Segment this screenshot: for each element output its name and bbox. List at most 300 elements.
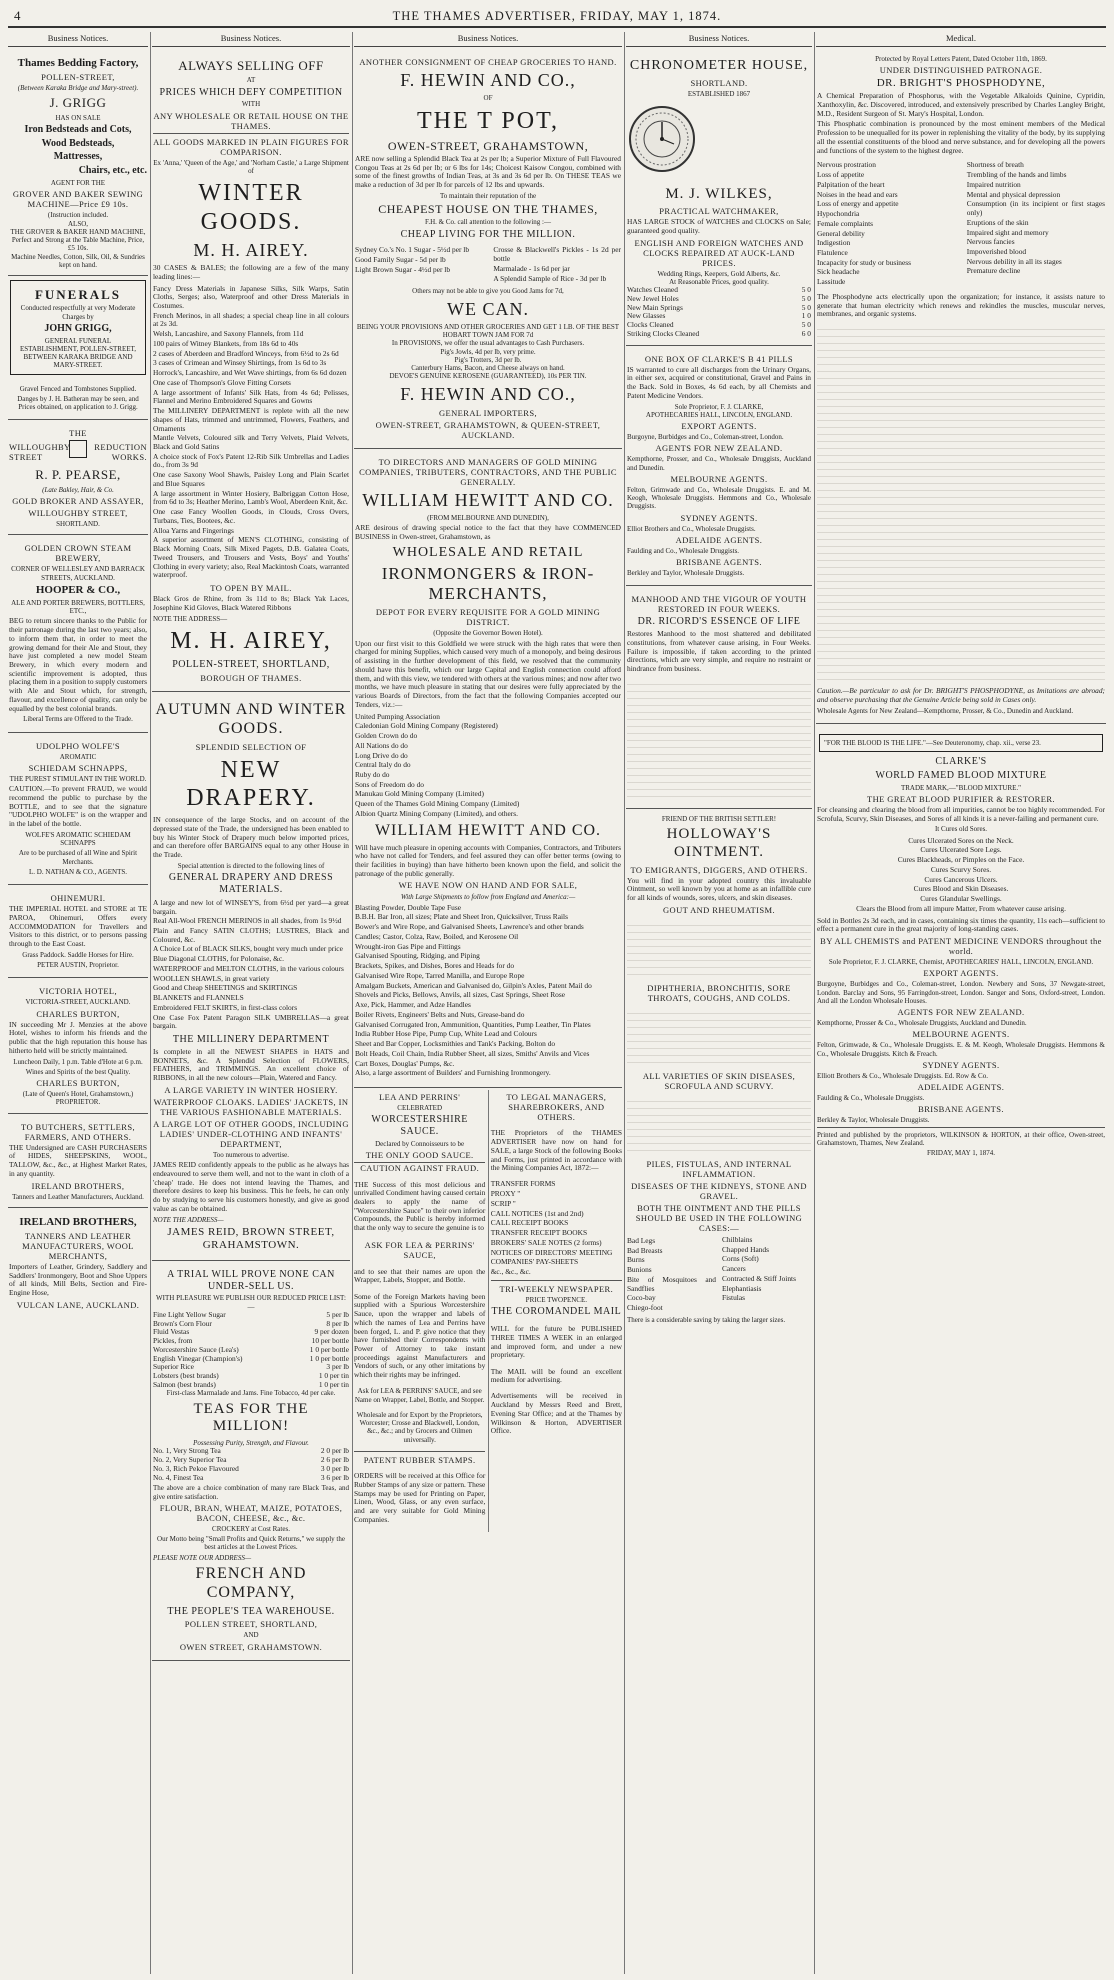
ad-title: TEAS FOR THE MILLION! xyxy=(193,1400,309,1435)
price-value: 5 0 xyxy=(801,320,811,330)
price-value: 3 0 per lb xyxy=(320,1463,349,1473)
ad-text: MELBOURNE AGENTS. xyxy=(912,1029,1010,1040)
list-item: NOTICES OF DIRECTORS' MEETING xyxy=(490,1247,613,1257)
ad-text: SYDNEY AGENTS. xyxy=(680,512,758,523)
newspaper-title: THE THAMES ADVERTISER, FRIDAY, MAY 1, 1874. xyxy=(392,9,722,23)
list-item: Bunions xyxy=(627,1265,652,1275)
price-row xyxy=(153,1474,349,1483)
list-item: Mantle Velvets, Coloured silk and Terry Velvets, Plaid Velvets, Black and Gold Satins xyxy=(153,433,349,452)
ad-legal-managers xyxy=(491,1090,622,1532)
ad-text: CAUTION AGAINST FRAUD. xyxy=(354,1162,485,1173)
ad-body: Importers of Leather, Grindery, Saddlery and Saddlers' Ironmongery, Boot and Shoe Uppers of all kinds, Mill Belts, Section and Fire-Engine Hose, xyxy=(9,1261,147,1297)
illegible-text-block xyxy=(627,1007,811,1067)
price-item: No. 1, Very Strong Tea xyxy=(153,1446,221,1456)
ad-title: Thames Bedding Factory, xyxy=(17,57,139,70)
ad-title: FUNERALS xyxy=(34,287,122,303)
ad-text: Ask for LEA & PERRINS' SAUCE, and see Name on Wrapper, Label, Bottle, and Stopper. xyxy=(354,1387,485,1404)
list-item: Indigestion xyxy=(817,238,851,248)
list-item: Flatulence xyxy=(817,248,848,257)
list-item: Mental and physical depression xyxy=(966,189,1061,199)
ad-clarkes-blood-mixture xyxy=(816,726,1106,1164)
price-item: Salmon (best brands) xyxy=(153,1379,216,1389)
list-item: Fancy Dress Materials in Japanese Silks, Silk Warps, Satin Cloths, Serges; also, Waterproof and other Dress Materials in Costumes. xyxy=(153,283,349,310)
ad-name: JOHN GRIGG, xyxy=(44,322,112,334)
ad-text: WILLOUGHBY STREET xyxy=(9,442,71,463)
ad-body: and to see that their names are upon the Wrapper, Labels, Stopper, and Bottle. xyxy=(354,1266,486,1285)
ad-text: "FOR THE BLOOD IS THE LIFE."—See Deuteronomy, chap. xii., verse 23. xyxy=(824,738,1041,747)
list-item: Nervous prostration xyxy=(817,160,876,170)
list-item: Loss of energy and appetite xyxy=(817,199,899,209)
ad-title: CHEAP LIVING FOR THE MILLION. xyxy=(400,228,576,240)
product-list xyxy=(153,285,349,581)
ad-title: ONE BOX OF CLARKE'S B 41 PILLS xyxy=(644,353,794,364)
ad-name: THE COROMANDEL MAIL xyxy=(491,1306,622,1318)
ad-text: The above are a choice combination of many rare Black Teas, and give entire satisfaction. xyxy=(153,1484,349,1501)
ad-text: ANY WHOLESALE OR RETAIL HOUSE ON THE THAMES. xyxy=(153,110,349,131)
list-item: Bolt Heads, Coil Chain, India Rubber Sheet, all sizes, Smiths' Anvils and Vices xyxy=(355,1048,590,1058)
ad-body: ORDERS will be received at this Office for Rubber Stamps of any size or pattern. These Stamps may be used for Printing on Paper, Linen, Wood, Glass, or any even surface, and are very suitable for Gold Mining Companies. xyxy=(354,1471,486,1524)
ad-title: VICTORIA HOTEL, xyxy=(38,986,118,997)
ad-ricord xyxy=(626,588,812,809)
list-item: Premature decline xyxy=(966,266,1021,276)
ad-name: IRELAND BROTHERS, xyxy=(19,1215,137,1228)
ad-body: The Phosphodyne acts electrically upon the organization; for instance, it assists nature to generate that human electricity which renews and rekindles the muscles, muscular nerves, membranes, and organic systems. xyxy=(817,291,1105,319)
ad-text: THE PUREST STIMULANT IN THE WORLD. xyxy=(9,774,147,783)
list-item: India Rubber Hose Pipe, Pump Cup, White Lead and Colours xyxy=(355,1029,537,1039)
ad-body: BEG to return sincere thanks to the Public for their patronage during the last two years; also, to inform them that, in order to meet the growing demand for their Ale and Stout, they have just completed a new model Steam Brewery, in which every modern and scientific improvement is adopted, thus placing them in a position to supply customers with Ale and Stout which, for strength, flavour, and excellence of quality, can only be equalled by the best colonial brands. xyxy=(9,616,147,713)
price-value: 10 per bottle xyxy=(311,1336,349,1346)
list-item: B.B.H. Bar Iron, all sizes; Plate and Sheet Iron, Quicksilver, Truss Rails xyxy=(355,912,568,922)
ad-victoria-hotel xyxy=(8,980,148,1113)
ad-text: PRACTICAL WATCHMAKER, xyxy=(659,206,779,217)
ad-text: PROPRIETOR. xyxy=(55,1098,101,1107)
ad-text: VICTORIA-STREET, AUCKLAND. xyxy=(25,998,131,1007)
ad-text: Special attention is directed to the following lines of xyxy=(177,861,325,870)
ad-product: Iron Bedsteads and Cots, xyxy=(24,123,132,135)
column-rule xyxy=(624,32,625,1974)
price-value: 2 0 per lb xyxy=(320,1446,349,1456)
ad-title: TO DIRECTORS AND MANAGERS OF GOLD MINING COMPANIES, TRIBUTERS, CONTRACTORS, AND THE PUBLIC GENERALLY. xyxy=(359,456,617,487)
ad-text: Berkley & Taylor, Wholesale Druggists. xyxy=(817,1116,930,1125)
ad-text: Liberal Terms are Offered to the Trade. xyxy=(23,715,133,724)
ad-text: Gravel Fenced and Tombstones Supplied. xyxy=(19,384,137,393)
ad-address: POLLEN-STREET, SHORTLAND, xyxy=(172,659,330,671)
ad-text: Black Gros de Rhine, from 3s 11d to 8s; Black Yak Laces, Josephine Kid Gloves, Black Watered Ribbons xyxy=(153,594,349,612)
ad-name: M. J. WILKES, xyxy=(665,185,773,202)
ad-text: AND xyxy=(243,1631,259,1640)
ad-address: JAMES REID, BROWN STREET, GRAHAMSTOWN. xyxy=(167,1225,335,1251)
ad-text: (Opposite the Governor Bowen Hotel). xyxy=(433,629,543,638)
ad-name: R. P. PEARSE, xyxy=(35,467,121,483)
price-value: 5 0 xyxy=(801,285,811,295)
ad-text: TO OPEN BY MAIL. xyxy=(210,583,292,594)
ad-body: THE IMPERIAL HOTEL and STORE at TE PAROA, Ohinemuri, Offers every ACCOMMODATION for Travellers and Visitors to this district, or to persons passing through to the East Coast. xyxy=(9,904,147,949)
ad-text: Berkley and Taylor, Wholesale Druggists. xyxy=(627,569,745,578)
ad-text: UNDER DISTINGUISHED PATRONAGE. xyxy=(879,65,1043,76)
ad-text: Pig's Jowls, 4d per lb, very prime. xyxy=(440,347,536,356)
ad-title: WORCESTERSHIRE SAUCE. xyxy=(371,1114,468,1138)
list-item: One Case Fox Patent Paragon SILK UMBRELLAS—a great bargain. xyxy=(153,1012,349,1031)
list-item: Chiego-foot xyxy=(627,1303,663,1313)
ad-name: CHARLES BURTON, xyxy=(36,1008,120,1019)
list-item: Galvanised Wire Rope, Tarred Manilla, and Europe Rope xyxy=(355,970,525,980)
list-item: Bite of Mosquitoes and Sandflies xyxy=(627,1274,716,1293)
ad-text: F.H. & Co. call attention to the following :— xyxy=(424,218,551,227)
ad-name: M. H. AIREY, xyxy=(170,627,332,654)
ad-name: F. HEWIN AND CO., xyxy=(400,383,576,404)
ad-title: TO BUTCHERS, SETTLERS, FARMERS, AND OTHERS. xyxy=(21,1121,135,1142)
ad-text: (Late Bakley, Hair, & Co. xyxy=(42,485,114,494)
price-value: 1 0 per bottle xyxy=(309,1353,349,1363)
ad-address: VULCAN LANE, AUCKLAND. xyxy=(16,1299,140,1310)
ad-title: WINTER GOODS. xyxy=(198,180,304,235)
ad-text: CROCKERY at Cost Rates. xyxy=(212,1524,290,1533)
ad-clarkes-pills xyxy=(626,348,812,587)
price-item: Superior Rice xyxy=(153,1362,194,1372)
ad-text: Declared by Connoisseurs to be xyxy=(375,1139,465,1148)
ad-title: PRICES WHICH DEFY COMPETITION xyxy=(159,86,343,98)
list-item: Lassitude xyxy=(817,277,846,287)
column-2 xyxy=(152,32,350,1974)
list-item: CALL NOTICES (1st and 2nd) xyxy=(490,1208,584,1218)
ad-name: CLARKE'S xyxy=(935,756,987,768)
ad-text: Are to be purchased of all Wine and Spirit Merchants. xyxy=(18,849,138,866)
ad-text: FLOUR, BRAN, WHEAT, MAIZE, POTATOES, BACON, CHEESE, &c., &c. xyxy=(159,1502,343,1523)
illegible-text-block xyxy=(627,919,811,979)
ad-text: L. D. NATHAN & CO., AGENTS. xyxy=(29,867,127,876)
ad-text: THE ONLY GOOD SAUCE. xyxy=(365,1150,474,1161)
ad-row xyxy=(9,440,147,464)
ad-text: At Reasonable Prices, good quality. xyxy=(669,278,769,286)
ad-callout xyxy=(819,734,1103,752)
price-item: Fine Light Yellow Sugar xyxy=(153,1309,226,1319)
list-item: Cures Scurvy Sores. xyxy=(930,864,992,874)
ad-ohinemuri xyxy=(8,887,148,978)
ad-text: Protected by Royal Letters Patent, Dated October 11th, 1869. xyxy=(875,55,1047,64)
list-item: Amalgam Buckets, American and Galvanised do, Gilpin's Axles, Patent Mail do xyxy=(355,980,592,990)
ad-holloway xyxy=(626,811,812,1332)
ad-text: EXPORT AGENTS. xyxy=(681,421,757,432)
list-item: COMPANIES' PAY-SHEETS xyxy=(490,1257,579,1267)
list-item: Cures Ulcerated Sore Legs. xyxy=(920,845,1002,855)
ad-text: GOLD BROKER AND ASSAYER, xyxy=(12,496,144,507)
two-column-section xyxy=(354,1090,622,1532)
ad-text: Tanners and Leather Manufacturers, Auckland. xyxy=(12,1192,144,1201)
price-value: 1 0 per tin xyxy=(318,1370,349,1380)
list-item: Chilblains xyxy=(722,1234,753,1244)
list-item: 3 cases of Crimean and Winsey Shirtings, from 1s 6d to 3s xyxy=(153,358,327,368)
list-item: Coco-bay xyxy=(627,1293,656,1303)
price-item: No. 4, Finest Tea xyxy=(153,1472,204,1482)
list-item: Nervous fancies xyxy=(966,237,1015,247)
ad-text: THE xyxy=(69,428,87,439)
ad-text: DIPHTHERIA, BRONCHITIS, SORE THROATS, COUGHS, AND COLDS. xyxy=(647,982,791,1003)
list-item: Galvanised Spouting, Ridging, and Piping xyxy=(355,951,480,961)
list-item: Also, a large assortment of Builders' and Furnishing Ironmongery. xyxy=(355,1068,551,1078)
ad-text: PRICE TWOPENCE. xyxy=(525,1295,587,1304)
ad-text: CELEBRATED xyxy=(397,1103,443,1112)
price-item: English Vinegar (Champion's) xyxy=(153,1353,243,1363)
list-item: Impoverished blood xyxy=(966,247,1027,256)
ad-title: WORLD FAMED BLOOD MIXTURE xyxy=(875,769,1047,781)
ad-butchers xyxy=(8,1116,148,1208)
ad-text: Wines and Spirits of the best Quality. xyxy=(25,1067,131,1076)
list-item: Central Italy do do xyxy=(355,760,411,770)
ad-text: Sole Proprietor, F. J. CLARKE, xyxy=(674,402,764,411)
ad-body: For cleansing and clearing the blood from all impurities, cannot be too highly recommended. For Scrofula, Scurvy, Skin Diseases, and Sores of all kinds it is a never-failing and permanent cure. xyxy=(817,804,1105,823)
price-value: 3 6 per lb xyxy=(320,1472,349,1482)
ad-text: WITH PLEASURE WE PUBLISH OUR REDUCED PRICE LIST:— xyxy=(156,1294,346,1311)
ad-text: PETER AUSTIN, Proprietor. xyxy=(37,961,119,970)
ad-text: In PROVISIONS, we offer the usual advantages to Cash Purchasers. xyxy=(391,339,585,348)
column-header: Medical. xyxy=(816,32,1106,47)
list-item: Ruby do do xyxy=(355,770,390,779)
price-value: 8 per lb xyxy=(326,1318,349,1328)
price-item: Striking Clocks Cleaned xyxy=(627,328,700,338)
list-item: Female complaints xyxy=(817,218,874,228)
ad-street: POLLEN-STREET, xyxy=(41,71,115,82)
column-header: Business Notices. xyxy=(152,32,350,47)
ad-title: TRI-WEEKLY NEWSPAPER. xyxy=(491,1280,622,1294)
ad-hewitt-ironmongers xyxy=(354,451,622,1088)
price-value: 1 0 per bottle xyxy=(309,1344,349,1354)
list-item: Trembling of the hands and limbs xyxy=(966,170,1067,180)
price-value: 5 0 xyxy=(801,302,811,312)
ad-text: WOLFE'S AROMATIC SCHIEDAM SCHNAPPS xyxy=(25,830,131,848)
illegible-text-block xyxy=(627,1095,811,1155)
ad-text: TANNERS AND LEATHER MANUFACTURERS, WOOL MERCHANTS, xyxy=(22,1230,134,1261)
list-item: Loss of appetite xyxy=(817,170,865,180)
list-item: A superior assortment of MEN'S CLOTHING, consisting of Black Morning Coats, Silk Mixed Pagets, D.B. Galatea Coats, Tweed Trousers, and Trousers and Vests, Boys' and Youths' Clothing in every variety; also, Real Mackintosh Coats, warranted waterproof. xyxy=(153,535,349,580)
price-value: 1 0 xyxy=(801,311,811,321)
ad-text: HAS ON SALE xyxy=(55,113,101,122)
ad-text: Luncheon Daily, 1 p.m. Table d'Hote at 6 p.m. xyxy=(13,1057,143,1066)
forms-list xyxy=(491,1180,622,1276)
price-item: Brown's Corn Flour xyxy=(153,1318,212,1328)
column-rule xyxy=(352,32,353,1974)
cases-list xyxy=(627,1236,811,1313)
list-item: Cures Cancerous Ulcers. xyxy=(924,874,998,884)
ad-text: Conducted respectfully at very Moderate Charges by xyxy=(20,304,136,321)
list-item: Boiler Rivets, Engineers' Belts and Nuts, Grease-band do xyxy=(355,1009,525,1019)
ad-text: WE HAVE NOW ON HAND AND FOR SALE, xyxy=(398,880,578,891)
list-item: Galvanised Corrugated Iron, Ammunition, Quantities, Pump Leather, Tin Plates xyxy=(355,1019,591,1029)
ad-text: FRIEND OF THE BRITISH SETTLER! xyxy=(661,814,777,823)
ad-text: NOTE THE ADDRESS— xyxy=(153,614,228,623)
ad-text: Wholesale and for Export by the Proprietors, Worcester; Crosse and Blackwell, London, &c., &c.; and by Grocers and Oilmen universally. xyxy=(356,1410,483,1444)
illegible-text-block xyxy=(817,323,1105,683)
ad-product: Wood Bedsteads, xyxy=(41,137,115,149)
grocery-list xyxy=(355,245,483,284)
ad-text: AGENT FOR THE xyxy=(50,179,106,188)
list-item: WATERPROOF and MELTON CLOTHS, in the various colours xyxy=(153,963,344,973)
list-item: TRANSFER FORMS xyxy=(490,1179,556,1189)
list-item: Shovels and Picks, Bellows, Anvils, all sizes, Cast Springs, Sheet Rose xyxy=(355,990,566,1000)
list-item: Cures Ulcerated Sores on the Neck. xyxy=(908,835,1014,845)
list-item: 2 cases of Aberdeen and Bradford Winceys, from 6½d to 2s 6d xyxy=(153,348,339,358)
ad-title: WE CAN. xyxy=(447,298,529,319)
list-item: Crosse & Blackwell's Pickles - 1s 2d per bottle xyxy=(493,245,621,264)
ad-text: TO EMIGRANTS, DIGGERS, AND OTHERS. xyxy=(630,864,808,875)
ad-text: Sole Proprietor, F. J. CLARKE, Chemist, APOTHECARIES' HALL, LINCOLN, ENGLAND. xyxy=(828,958,1094,967)
symptom-table xyxy=(817,157,1105,291)
list-item: A large and new lot of WINSEY'S, from 6½d per yard—a great bargain. xyxy=(153,897,349,916)
ad-title: CHRONOMETER HOUSE, xyxy=(629,58,809,74)
ad-location: (Between Karaka Bridge and Mary-street). xyxy=(17,84,139,92)
ad-name: M. H. AIREY. xyxy=(193,239,309,260)
ad-text: GENERAL FUNERAL ESTABLISHMENT, POLLEN-STREET, BETWEEN KARAKA BRIDGE AND MARY-STREET. xyxy=(19,336,137,370)
ad-body: HAS LARGE STOCK of WATCHES and CLOCKS on Sale; guaranteed good quality. xyxy=(627,217,811,235)
grocery-table xyxy=(355,242,621,287)
ad-body: You will find in your adopted country this invaluable Ointment, so well known by you at home as an infallible cure for all kinds of wounds, sores, ulcers, and skin diseases. xyxy=(627,875,811,903)
ad-ireland-brothers xyxy=(8,1210,148,1318)
list-item: Impaired sight and memory xyxy=(966,227,1049,237)
ad-text: ALSO, xyxy=(67,219,89,228)
ad-address: OWEN STREET, GRAHAMSTOWN. xyxy=(179,1641,323,1652)
masthead xyxy=(8,6,1106,28)
ad-text: A LARGE VARIETY IN WINTER HOSIERY. xyxy=(164,1084,338,1095)
list-item: Shortness of breath xyxy=(966,160,1024,170)
ad-text: PLEASE NOTE OUR ADDRESS— xyxy=(153,1553,252,1562)
ad-name: HOOPER & CO., xyxy=(35,583,121,596)
list-item: Blasting Powder, Double Tape Fuse xyxy=(355,902,461,912)
list-item: Fistulas xyxy=(722,1293,745,1303)
ad-address: POLLEN STREET, SHORTLAND, xyxy=(184,1619,318,1630)
list-item: Caledonian Gold Mining Company (Registered) xyxy=(355,721,498,731)
column-1 xyxy=(8,32,148,1974)
ad-name: IRELAND BROTHERS, xyxy=(31,1180,125,1191)
price-item: No. 2, Very Superior Tea xyxy=(153,1455,227,1465)
ad-name: J. GRIGG xyxy=(49,95,107,111)
column-rule xyxy=(814,32,815,1974)
ad-text: AROMATIC xyxy=(59,752,97,761)
list-item: SCRIP " xyxy=(490,1198,516,1208)
list-item: Horrock's, Lancashire, and Wet Wave shirtings, from 6s 6d dozen xyxy=(153,368,347,378)
price-row xyxy=(627,330,811,339)
price-item: New Jewel Holes xyxy=(627,293,679,303)
list-item: Blue Diagonal CLOTHS, for Polonaise, &c. xyxy=(153,954,284,964)
ad-text: GENERAL IMPORTERS, xyxy=(439,407,537,418)
list-item: Long Drive do do xyxy=(355,750,408,760)
ad-name: DR. RICORD'S ESSENCE OF LIFE xyxy=(637,616,801,628)
ad-body: THE Undersigned are CASH PURCHASERS of HIDES, SHEEPSKINS, WOOL, TALLOW, &c., &c., at Highest Market Rates, in any quantity. xyxy=(9,1142,147,1178)
ad-body: Will have much pleasure in opening accounts with Companies, Contractors, and Tributers who have not called for Tenders, and feel assured they can offer better terms (owing to their facilities in buying) than have hitherto been known upon the field, and solicit the patronage of the public generally. xyxy=(355,842,621,878)
ad-text: Elliott Brothers & Co., Wholesale Druggists. Ed. Row & Co. xyxy=(817,1071,988,1080)
ad-text: REDUCTION WORKS. xyxy=(94,442,147,463)
ad-name: FRENCH AND COMPANY, xyxy=(195,1564,307,1601)
ad-text: Elliot Brothers and Co., Wholesale Druggists. xyxy=(627,524,756,533)
ad-text: GOUT AND RHEUMATISM. xyxy=(663,904,775,915)
ad-title: UDOLPHO WOLFE'S xyxy=(35,740,121,751)
ad-reid-drapery xyxy=(152,694,350,1261)
list-item: A Splendid Sample of Rice - 3d per lb xyxy=(493,273,607,283)
list-item: A large assortment in Winter Hosiery, Balbriggan Cotton Hose, from 6d to 3s; Heather Merino, Lamb's Wool, Aberdeen Knit, &c. xyxy=(153,488,349,507)
list-item: BROKERS' SALE NOTES (2 forms) xyxy=(490,1237,602,1247)
ad-text: BEING YOUR PROVISIONS AND OTHER GROCERIES AND GET 1 LB. OF THE BEST HOBART TOWN JAM FOR 7d xyxy=(356,322,620,340)
list-item: United Pumping Association xyxy=(355,711,440,721)
symptom-list xyxy=(817,160,955,288)
ad-text: WATERPROOF CLOAKS. LADIES' JACKETS, IN THE VARIOUS FASHIONABLE MATERIALS. xyxy=(153,1096,349,1117)
ad-title: NEW DRAPERY. xyxy=(186,756,316,811)
ad-name: DR. BRIGHT'S PHOSPHODYNE, xyxy=(876,77,1046,90)
ad-text: Faulding & Co., Wholesale Druggists. xyxy=(817,1094,925,1103)
price-item: Watches Cleaned xyxy=(627,285,678,295)
column-4 xyxy=(626,32,812,1974)
ad-text: Kempthorne, Prosser & Co., Wholesale Druggists, Auckland and Dunedin. xyxy=(817,1019,1027,1028)
list-item: Nervous debility in all its stages xyxy=(966,256,1062,266)
ad-text: It Cures old Sores. xyxy=(934,825,988,834)
list-item: TRANSFER RECEIPT BOOKS xyxy=(490,1228,588,1238)
price-value: 6 0 xyxy=(801,328,811,338)
ad-text: BOTH THE OINTMENT AND THE PILLS SHOULD BE USED IN THE FOLLOWING CASES:— xyxy=(635,1202,803,1233)
ad-text: Canterbury Hams, Bacon, and Cheese always on hand. xyxy=(411,364,565,373)
ad-text: THE GREAT BLOOD PURIFIER & RESTORER. xyxy=(867,793,1055,804)
ad-text: GROVER AND BAKER SEWING MACHINE—Price £9 10s. xyxy=(12,189,144,210)
ad-phosphodyne xyxy=(816,51,1106,724)
ad-text: NOTE THE ADDRESS— xyxy=(153,1215,224,1224)
ad-text: BOROUGH OF THAMES. xyxy=(200,672,302,683)
price-item: Clocks Cleaned xyxy=(627,320,674,330)
price-row xyxy=(153,1381,349,1390)
ad-text: Our Motto being "Small Profits and Quick Returns," we supply the best articles at the Lowest Prices. xyxy=(157,1535,345,1552)
column-rule xyxy=(150,32,151,1974)
ad-text: BY ALL CHEMISTS and PATENT MEDICINE VENDORS throughout the world. xyxy=(820,936,1102,957)
ad-thames-bedding xyxy=(8,51,148,276)
ad-body: Upon our first visit to this Goldfield we were struck with the high rates that were then charged for mining Supplies, which caused very much of a monopoly, and being desirous of assisting in the further development of this field, we resolved that the community should have this benefit, which our large Capital and English connection could afford them, and with this view, we tendered with others at the various mines; and now after two months, we have much pleasure in stating that our desires were fully appreciated by the various Boards of Directors, from the fact that the following Companies accepted our Tenders, viz.:— xyxy=(355,638,621,709)
list-item: Plain and Fancy SATIN CLOTHS; LUSTRES, Black and Coloured, &c. xyxy=(153,926,349,944)
ad-text: (Late of Queen's Hotel, Grahamstown,) xyxy=(22,1090,134,1099)
price-item: Fluid Vestas xyxy=(153,1327,190,1337)
ad-title: SCHIEDAM SCHNAPPS, xyxy=(28,762,128,773)
price-item: Worcestershire Sauce (Lea's) xyxy=(153,1344,239,1354)
list-item: Bad Breasts xyxy=(627,1245,663,1255)
list-item: Axe, Pick, Hammer, and Adze Handles xyxy=(355,1000,471,1010)
ad-body: Is complete in all the NEWEST SHAPES in HATS and BONNETS, &c. A Splendid Selection of FLOWERS, FEATHERS, and TRIMMINGS. An excellent choice of RIBBONS, in all the new colours—Plain, Watered and Fancy. xyxy=(153,1046,349,1083)
list-item: A large assortment of Infants' Silk Hats, from 4s 6d; Pelisses, Flannel and Merino Embroidered Squares and Gowns xyxy=(153,387,349,406)
column-5 xyxy=(816,32,1106,1974)
list-item: Albion Quartz Mining Company (Limited), and others. xyxy=(355,808,518,818)
list-item: Marmalade - 1s 6d per jar xyxy=(493,263,570,273)
ad-body: Some of the Foreign Markets having been supplied with a Spurious Worcestershire Sauce, upon the wrapper and labels of which the names of Lea and Perrins have been forged, L. and P. give notice that they have furnished their Correspondents with Power of Attorney to take instant proceedings against Manufacturers and Vendors of such, or any other imitations by which their rights may be infringed. xyxy=(354,1291,486,1380)
ad-body: Advertisements will be received in Auckland by Messrs Reed and Brett, Evening Star Office; and at the Thames by Wilkinson & Horton, ADVERTISER Office. xyxy=(490,1391,622,1436)
list-item: Embroidered FELT SKIRTS, in first-class colors xyxy=(153,1002,298,1012)
list-item: Sons of Freedom do do xyxy=(355,779,424,789)
ad-name: HOLLOWAY'S OINTMENT. xyxy=(666,826,772,860)
ad-title: CHEAPEST HOUSE ON THE THAMES, xyxy=(378,202,598,217)
list-item: One case of Thompson's Glove Fitting Corsets xyxy=(153,377,291,387)
ad-text: 30 CASES & BALES; the following are a few of the many leading lines:— xyxy=(153,263,349,281)
ad-title: GENERAL DRAPERY AND DRESS MATERIALS. xyxy=(168,872,334,895)
list-item: Candles; Castor, Colza, Raw, Boiled, and Kerosene Oil xyxy=(355,931,519,941)
ad-title: TO LEGAL MANAGERS, SHAREBROKERS, AND OTHERS. xyxy=(506,1091,607,1122)
price-list xyxy=(153,1311,349,1390)
list-item: Sick headache xyxy=(817,267,860,277)
list-item: Clears the Blood from all impure Matter, From whatever cause arising. xyxy=(856,903,1066,913)
price-value: 5 per lb xyxy=(326,1309,349,1319)
ad-title: IRONMONGERS & IRON-MERCHANTS, xyxy=(381,564,595,604)
ad-text: AGENTS FOR NEW ZEALAND. xyxy=(897,1007,1025,1018)
ad-name: WILLIAM HEWITT AND CO. xyxy=(374,821,602,839)
ad-body: THE Success of this most delicious and unrivalled Condiment having caused certain dealers to apply the name of "Worcestershire Sauce" to their own inferior Compounds, the Public is hereby informed that the only way to secure the genuine is to xyxy=(354,1179,486,1233)
list-item: 100 pairs of Witney Blankets, from 18s 6d to 40s xyxy=(153,338,299,348)
list-item: Cancers xyxy=(722,1264,746,1274)
list-item: Sydney Co.'s No. 1 Sugar - 5½d per lb xyxy=(355,245,470,255)
list-item: Welsh, Lancashire, and Saxony Flannels, from 11d xyxy=(153,329,304,339)
ad-text: Possessing Purity, Strength, and Flavour. xyxy=(193,1439,309,1448)
ad-text: TRADE MARK,—"BLOOD MIXTURE." xyxy=(900,783,1022,792)
list-item: Incapacity for study or business xyxy=(817,257,912,267)
ad-body: Caution.—Be particular to ask for Dr. BRIGHT'S PHOSPHODYNE, as Imitations are abroad; and observe purchasing that the Genuine Article being sold in Cases only. xyxy=(817,686,1105,704)
